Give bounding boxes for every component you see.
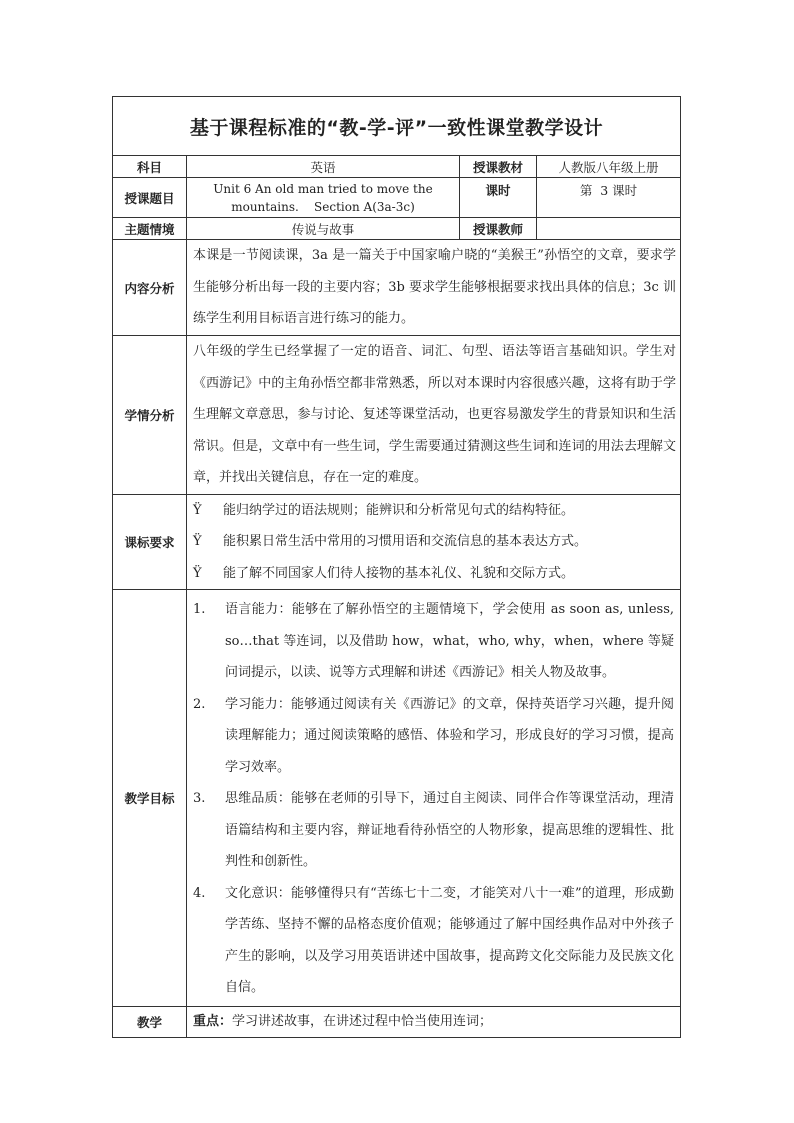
topic-line-1: Unit 6 An old man tried to move the xyxy=(213,181,433,196)
bullet-icon: Ÿ xyxy=(193,565,202,581)
topic-label: 授课题目 xyxy=(113,178,187,218)
document-title: 基于课程标准的“教-学-评”一致性课堂教学设计 xyxy=(113,97,681,156)
goal-item: 2. 学习能力：能够通过阅读有关《西游记》的文章，保持英语学习兴趣，提升阅读理解能力；通过阅读策略的感悟、体验和学习，形成良好的学习习惯，提高学习效率。 xyxy=(193,696,674,775)
focus-row xyxy=(113,1006,681,1037)
lesson-plan-table xyxy=(112,96,681,1038)
goal-item: 1. 语言能力：能够在了解孙悟空的主题情境下，学会使用 as soon as, unless, so…that 等连词，以及借助 how，what，who, why，when，where 等疑问词提示，以读、说等方式理解和讲述《西游记》相关人物及故事。 xyxy=(193,602,674,680)
bullet-icon: Ÿ xyxy=(193,534,202,549)
goals-list xyxy=(187,590,680,1006)
goals-label: 教学目标 xyxy=(113,590,187,1007)
standards-row xyxy=(113,494,681,590)
context-label: 主题情境 xyxy=(113,218,187,240)
standards-item: Ÿ 能积累日常生活中常用的习惯用语和交流信息的基本表达方式。 xyxy=(187,526,680,558)
student-analysis-text: 八年级的学生已经掌握了一定的语音、词汇、句型、语法等语言基础知识。学生对《西游记》中的主角孙悟空都非常熟悉，所以对本课时内容很感兴趣，这将有助于学生理解文章意思，参与讨论、复述等课堂活动，也更容易激发学生的背景知识和生活常识。但是，文章中有一些生词，学生需要通过猜测这些生词和连词的用法去理解文章，并找出关键信息，存在一定的难度。 xyxy=(187,336,681,495)
lesson-plan-document xyxy=(112,96,680,1038)
context-value: 传说与故事 xyxy=(187,218,460,240)
context-row xyxy=(113,218,681,240)
key-point-text: 学习讲述故事，在讲述过程中恰当使用连词； xyxy=(232,1013,493,1029)
topic-line-2: mountains. Section A(3a-3c) xyxy=(231,199,415,214)
focus-label: 教学 xyxy=(113,1006,187,1037)
goal-item: 4. 文化意识：能够懂得只有“苦练七十二变，才能笑对八十一难”的道理，形成勤学苦练、坚持不懈的品格态度价值观；能够通过了解中国经典作品对中外孩子产生的影响，以及学习用英语讲述中国故事，提高跨文化交际能力及民族文化自信。 xyxy=(193,885,674,995)
textbook-value: 人教版八年级上册 xyxy=(537,156,681,178)
topic-value xyxy=(187,178,460,218)
bullet-icon: Ÿ xyxy=(193,502,202,518)
subject-value: 英语 xyxy=(187,156,460,178)
teacher-label: 授课教师 xyxy=(460,218,537,240)
teacher-value xyxy=(537,218,681,240)
focus-text xyxy=(187,1006,681,1037)
student-analysis-row xyxy=(113,336,681,495)
goal-item: 3. 思维品质：能够在老师的引导下，通过自主阅读、同伴合作等课堂活动，理清语篇结构和主要内容，辩证地看待孙悟空的人物形象，提高思维的逻辑性、批判性和创新性。 xyxy=(193,791,674,869)
goals-row xyxy=(113,590,681,1007)
standards-item: Ÿ 能归纳学过的语法规则；能辨识和分析常见句式的结构特征。 xyxy=(187,495,680,527)
key-point-label: 重点： xyxy=(193,1013,233,1029)
textbook-label: 授课教材 xyxy=(460,156,537,178)
standards-list xyxy=(187,494,681,590)
content-analysis-row xyxy=(113,240,681,336)
subject-row xyxy=(113,156,681,178)
standards-label: 课标要求 xyxy=(113,494,187,590)
period-label: 课时 xyxy=(460,178,537,218)
standards-item: Ÿ 能了解不同国家人们待人接物的基本礼仪、礼貌和交际方式。 xyxy=(187,558,680,590)
goals-list-cell xyxy=(187,590,681,1007)
subject-label: 科目 xyxy=(113,156,187,178)
student-analysis-label: 学情分析 xyxy=(113,336,187,495)
topic-row xyxy=(113,178,681,218)
content-analysis-label: 内容分析 xyxy=(113,240,187,336)
period-value: 第 3 课时 xyxy=(537,178,681,218)
title-row xyxy=(113,97,681,156)
content-analysis-text: 本课是一节阅读课，3a 是一篇关于中国家喻户晓的“美猴王”孙悟空的文章，要求学生能够分析出每一段的主要内容；3b 要求学生能够根据要求找出具体的信息；3c 训练学生利用目标语言进行练习的能力。 xyxy=(187,240,681,336)
